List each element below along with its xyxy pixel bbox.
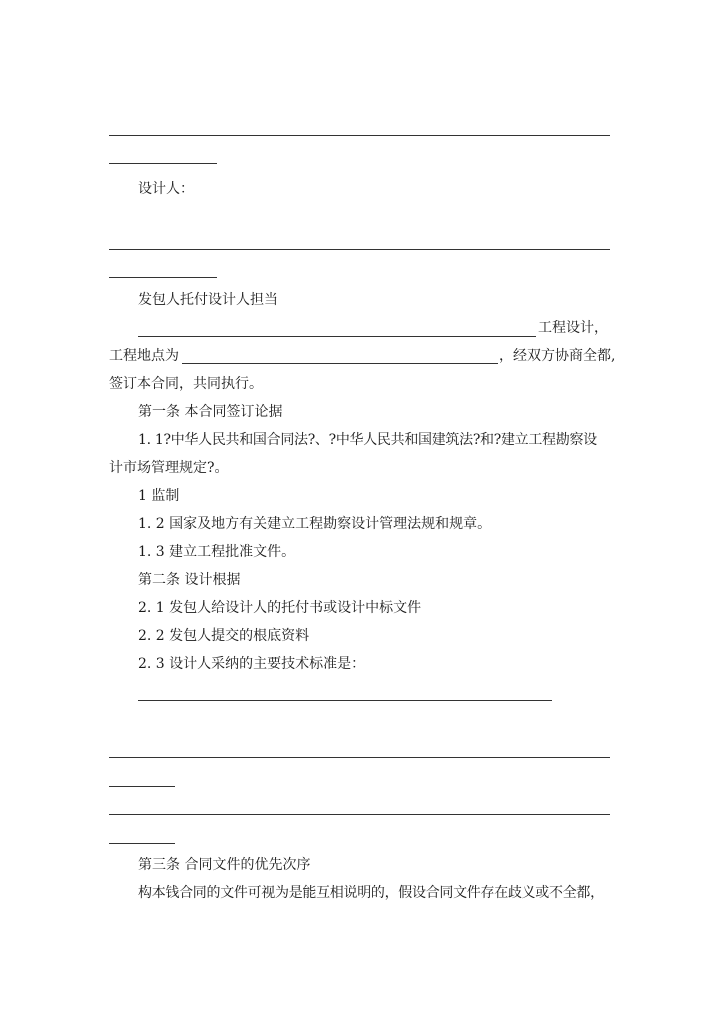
item-1-3: 1. 3 建立工程批准文件。 <box>138 544 296 560</box>
location-prefix: 工程地点为 <box>109 348 179 364</box>
standards-blank <box>138 700 552 701</box>
item-1-1-line1: 1. 1?中华人民共和国合同法?、?中华人民共和国建筑法?和?建立工程勘察设 <box>138 432 597 448</box>
article3-body: 构本钱合同的文件可视为是能互相说明的，假设合同文件存在歧义或不全都， <box>138 885 604 901</box>
blank-line-short <box>109 786 175 787</box>
item-1-monitor: 1 监制 <box>138 488 180 504</box>
entrust-intro: 发包人托付设计人担当 <box>138 292 278 308</box>
item-1-1-line2: 计市场管理规定?。 <box>109 460 229 476</box>
designer-label: 设计人： <box>138 181 194 197</box>
blank-line <box>109 249 610 250</box>
item-2-3: 2. 3 设计人采纳的主要技术标准是： <box>138 656 366 672</box>
item-2-1: 2. 1 发包人给设计人的托付书或设计中标文件 <box>138 600 422 616</box>
project-suffix: 工程设计， <box>538 320 608 336</box>
article3-title: 第三条 合同文件的优先次序 <box>138 857 311 873</box>
blank-line-short <box>109 277 217 278</box>
blank-line <box>109 814 610 815</box>
sign-line: 签订本合同，共同执行。 <box>109 376 263 392</box>
project-name-blank <box>138 336 536 337</box>
blank-line <box>109 135 610 136</box>
item-1-2: 1. 2 国家及地方有关建立工程勘察设计管理法规和规章。 <box>138 516 492 532</box>
blank-line-short <box>109 843 175 844</box>
article2-title: 第二条 设计根据 <box>138 572 241 588</box>
item-2-2: 2. 2 发包人提交的根底资料 <box>138 628 310 644</box>
blank-line-short <box>109 163 217 164</box>
location-suffix: ，经双方协商全都, <box>499 348 616 364</box>
article1-title: 第一条 本合同签订论据 <box>138 404 283 420</box>
location-blank <box>182 363 498 364</box>
blank-line <box>109 757 610 758</box>
